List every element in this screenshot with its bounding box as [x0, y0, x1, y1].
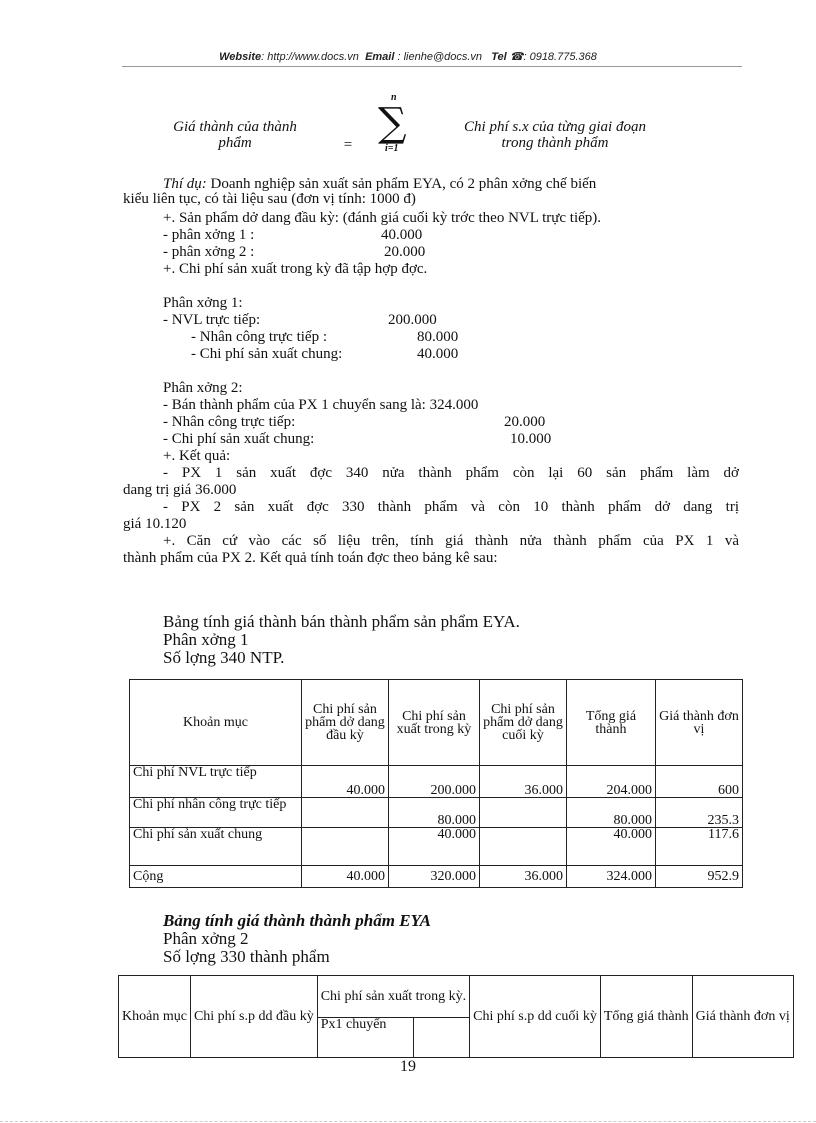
- formula-equals: =: [343, 137, 353, 153]
- ws1-overhead-value: 40.000: [417, 346, 459, 362]
- table2-header-cell: Giá thành đơn vị: [692, 976, 793, 1058]
- cost-table-ws2: [118, 975, 794, 1058]
- ws2-overhead-label: - Chi phí sản xuất chung:: [163, 431, 315, 447]
- px1-label: - phân xởng 1 :: [163, 227, 255, 243]
- ws2-labor-value: 20.000: [504, 414, 546, 430]
- ws1-labor-label: - Nhân công trực tiếp :: [191, 329, 328, 345]
- table-cell: [479, 828, 566, 866]
- table-cell: 204.000: [566, 766, 655, 798]
- table-cell: 40.000: [301, 866, 388, 888]
- website-label: Website: [219, 51, 262, 63]
- table-cell: 235.3: [655, 798, 742, 828]
- table2-header-cell: Khoản mục: [119, 976, 191, 1058]
- example-intro-text: Doanh nghiệp sản xuất sản phẩm EYA, có 2 phân xởng chế biến: [210, 176, 597, 192]
- table-cell: 40.000: [388, 828, 479, 866]
- header-divider: [122, 66, 742, 67]
- table-cell: [479, 798, 566, 828]
- table-cell: [301, 828, 388, 866]
- table1-subtitle1: Phân xởng 1: [163, 630, 249, 649]
- table-cell: 80.000: [566, 798, 655, 828]
- table-cell: Chi phí NVL trực tiếp: [130, 766, 302, 798]
- table2-header-cell: Chi phí s.p dd đầu kỳ: [190, 976, 317, 1058]
- result-heading: +. Kết quả:: [163, 448, 231, 464]
- table2-header-cell: [414, 1018, 470, 1058]
- table-cell: 320.000: [388, 866, 479, 888]
- ws2-labor-label: - Nhân công trực tiếp:: [163, 414, 296, 430]
- table-cell: 80.000: [388, 798, 479, 828]
- table-row: [130, 798, 743, 828]
- table1-header-cell: Chi phí sản phẩm dở dang đầu kỳ: [301, 680, 388, 766]
- table2-header-cell: Tổng giá thành: [600, 976, 692, 1058]
- table1-header-cell: Chi phí sản xuất trong kỳ: [388, 680, 479, 766]
- table-cell: Chi phí nhân công trực tiếp: [130, 798, 302, 828]
- table2-title: Bảng tính giá thành thành phẩm EYA: [163, 911, 432, 930]
- table1-header-cell: Chi phí sản phẩm dở dang cuối kỳ: [479, 680, 566, 766]
- sum-symbol: ∑: [378, 100, 407, 146]
- basis-line2: thành phẩm của PX 2. Kết quả tính toán đợc theo bảng kê sau:: [123, 550, 498, 566]
- result-px1-line1: - PX 1 sản xuất đợc 340 nửa thành phẩm còn lại 60 sản phẩm làm dở: [163, 465, 739, 481]
- formula-left: [140, 119, 330, 151]
- table1-header-cell: Tổng giá thành: [566, 680, 655, 766]
- table-cell: [301, 798, 388, 828]
- table2-header-cell: Chi phí s.p dd cuối kỳ: [470, 976, 601, 1058]
- table-cell: 200.000: [388, 766, 479, 798]
- example-intro-line2: kiểu liên tục, có tài liệu sau (đơn vị tính: 1000 đ): [123, 191, 416, 207]
- ws2-transfer: - Bán thành phẩm của PX 1 chuyển sang là: 324.000: [163, 397, 479, 413]
- result-px2-line1: - PX 2 sản xuất đợc 330 thành phẩm và còn 10 thành phẩm dở dang trị: [163, 499, 739, 515]
- table-cell: 36.000: [479, 866, 566, 888]
- sum-lower-limit: i=1: [385, 143, 399, 154]
- cost-table-ws1: [129, 679, 743, 888]
- table1-subtitle2: Số lợng 340 NTP.: [163, 648, 285, 667]
- table2-header-cell: Chi phí sản xuất trong kỳ.: [317, 976, 469, 1018]
- email-label: Email: [365, 51, 395, 63]
- ws2-overhead-value: 10.000: [510, 431, 552, 447]
- page-number: 19: [400, 1058, 416, 1075]
- formula-right-line1: Chi phí s.x của từng giai đoạn: [464, 119, 646, 135]
- table-cell: 600: [655, 766, 742, 798]
- formula-right: [430, 119, 680, 151]
- result-px2-line2: giá 10.120: [123, 516, 187, 532]
- table2-subtitle1: Phân xởng 2: [163, 929, 249, 948]
- table-total-row: [130, 866, 743, 888]
- table-cell: 40.000: [301, 766, 388, 798]
- ws1-overhead-label: - Chi phí sản xuất chung:: [191, 346, 343, 362]
- example-intro-line1: [163, 177, 738, 192]
- page-bottom-border: [0, 1121, 816, 1122]
- sum-upper-limit: n: [391, 92, 397, 103]
- table2-header-cell: Px1 chuyển: [317, 1018, 413, 1058]
- table1-header-cell: Khoản mục: [130, 680, 302, 766]
- opening-wip: +. Sản phẩm dở dang đầu kỳ: (đánh giá cuối kỳ trớc theo NVL trực tiếp).: [163, 210, 602, 226]
- px2-value: 20.000: [384, 244, 426, 260]
- ws1-material-value: 200.000: [388, 312, 437, 328]
- table1-header-cell: Giá thành đơn vị: [655, 680, 742, 766]
- table-cell: 952.9: [655, 866, 742, 888]
- table-cell: Chi phí sản xuất chung: [130, 828, 302, 866]
- tel-value: : 0918.775.368: [523, 51, 597, 63]
- table2-subtitle2: Số lợng 330 thành phẩm: [163, 947, 330, 966]
- formula-left-line2: phẩm: [218, 135, 252, 151]
- basis-line1: +. Căn cứ vào các số liệu trên, tính giá thành nửa thành phẩm của PX 1 và: [163, 533, 739, 549]
- website-value: : http://www.docs.vn: [261, 51, 359, 63]
- ws1-title: Phân xởng 1:: [163, 295, 243, 311]
- phone-icon: ☎: [509, 51, 524, 63]
- px1-value: 40.000: [381, 227, 423, 243]
- px2-label: - phân xởng 2 :: [163, 244, 255, 260]
- formula-right-line2: trong thành phẩm: [501, 135, 609, 151]
- ws1-material-label: - NVL trực tiếp:: [163, 312, 261, 328]
- formula-left-line1: Giá thành của thành: [173, 119, 297, 135]
- costs-heading: +. Chi phí sản xuất trong kỳ đã tập hợp đợc.: [163, 261, 428, 277]
- table-row: [130, 828, 743, 866]
- ws2-title: Phân xởng 2:: [163, 380, 243, 396]
- table-cell: 36.000: [479, 766, 566, 798]
- table-cell: Cộng: [130, 866, 302, 888]
- email-value: : lienhe@docs.vn: [397, 51, 483, 63]
- table1-title: Bảng tính giá thành bán thành phẩm sản phẩm EYA.: [163, 612, 520, 631]
- cost-table-ws2-clip: [118, 975, 790, 1032]
- tel-label: Tel: [491, 51, 507, 63]
- ws1-labor-value: 80.000: [417, 329, 459, 345]
- table-row: [130, 766, 743, 798]
- page-header: [0, 50, 816, 63]
- example-label: Thí dụ:: [163, 176, 207, 192]
- table-cell: 40.000: [566, 828, 655, 866]
- table1-header-row: [130, 680, 743, 766]
- table-cell: 117.6: [655, 828, 742, 866]
- result-px1-line2: dang trị giá 36.000: [123, 482, 237, 498]
- table-cell: 324.000: [566, 866, 655, 888]
